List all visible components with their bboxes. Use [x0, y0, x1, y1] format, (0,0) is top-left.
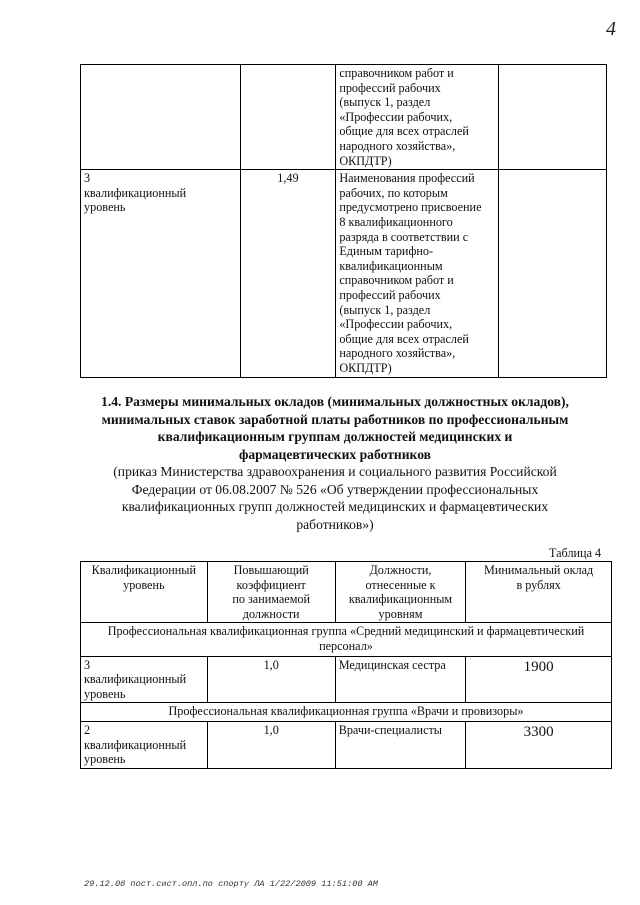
section-heading: 1.4. Размеры минимальных окладов (минимальных должностных окладов), минимальных ставок заработной платы работников по профессиональным квалификационным группам должностей медицинских и фармацевтических работников	[101, 394, 569, 462]
header-salary: Минимальный оклад в рублях	[466, 562, 612, 623]
print-footer: 29.12.08 пост.сист.опл.по спорту ЛА 1/22/2009 11:51:00 AM	[84, 879, 378, 889]
group-row	[81, 623, 612, 656]
header-row	[81, 562, 612, 623]
group-title: Профессиональная квалификационная группа «Врачи и провизоры»	[81, 703, 612, 722]
level-cell: 3 квалификационный уровень	[81, 656, 208, 703]
salary-cell: 1900	[466, 656, 612, 703]
table-row	[81, 65, 607, 170]
page-number: 4	[606, 18, 616, 40]
position-cell: Медицинская сестра	[335, 656, 466, 703]
coefficient-cell: 1,0	[207, 656, 335, 703]
professions-cell: Наименования профессий рабочих, по которым предусмотрено присвоение 8 квалификационного разряда в соответствии с Единым тарифно- квалификационным справочником работ и профессий рабочих (выпуск 1, раздел «Профессии рабочих, общие для всех отраслей народного хозяйства», ОКПДТР)	[336, 170, 499, 378]
table-row	[81, 721, 612, 768]
coefficient-cell	[240, 65, 336, 170]
level-cell	[81, 65, 241, 170]
group-title: Профессиональная квалификационная группа «Средний медицинский и фармацевтический персонал»	[81, 623, 612, 656]
table-row	[81, 170, 607, 378]
position-cell: Врачи-специалисты	[335, 721, 466, 768]
table-caption: Таблица 4	[549, 546, 602, 560]
table-row	[81, 656, 612, 703]
header-level: Квалификационный уровень	[81, 562, 208, 623]
order-reference: (приказ Министерства здравоохранения и социального развития Российской Федерации от 06.08.2007 № 526 «Об утверждении профессиональных квалификационных групп должностей медицинских и фармацевтических работников»)	[113, 464, 557, 532]
continuation-table	[80, 64, 607, 378]
salary-cell: 3300	[466, 721, 612, 768]
coefficient-cell: 1,49	[240, 170, 336, 378]
header-positions: Должности, отнесенные к квалификационным уровням	[335, 562, 466, 623]
group-row	[81, 703, 612, 722]
extra-cell	[498, 65, 606, 170]
salary-table	[80, 561, 612, 769]
header-coefficient: Повышающий коэффициент по занимаемой должности	[207, 562, 335, 623]
extra-cell	[498, 170, 606, 378]
coefficient-cell: 1,0	[207, 721, 335, 768]
level-cell: 2 квалификационный уровень	[81, 721, 208, 768]
professions-cell: справочником работ и профессий рабочих (выпуск 1, раздел «Профессии рабочих, общие для всех отраслей народного хозяйства», ОКПДТР)	[336, 65, 499, 170]
level-cell: 3 квалификационный уровень	[81, 170, 241, 378]
